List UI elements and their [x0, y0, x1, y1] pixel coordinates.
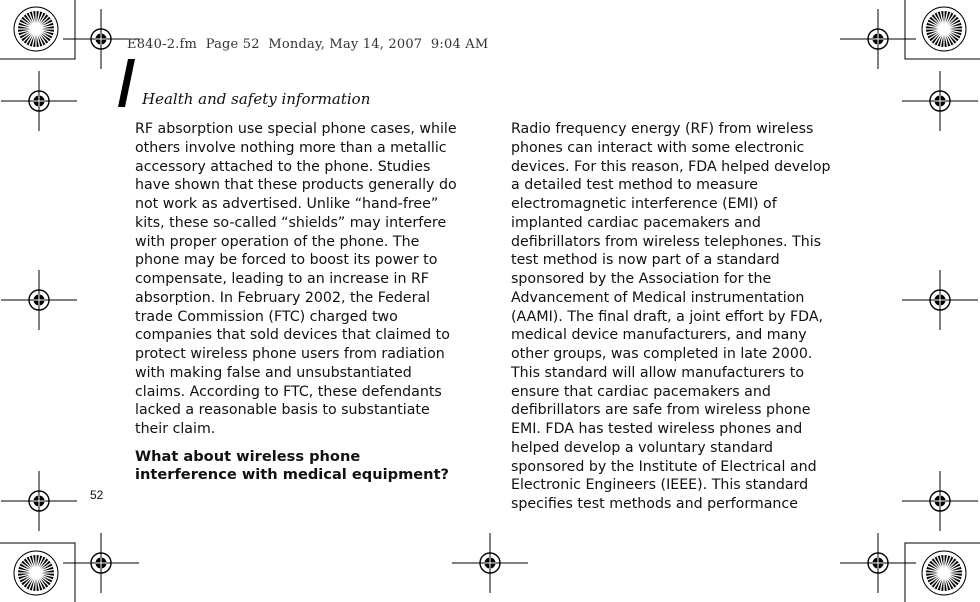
registration-mark-left-upper	[1, 71, 77, 131]
right-column	[511, 120, 856, 514]
registration-mark-left-lower	[1, 471, 77, 531]
corner-sunburst-top-left	[14, 7, 58, 51]
corner-sunburst-top-right	[922, 7, 966, 51]
left-column	[135, 120, 480, 485]
registration-mark-right-lower	[902, 471, 978, 531]
section-bar	[118, 59, 140, 107]
registration-mark-right-middle	[902, 270, 978, 330]
body-paragraph: RF absorption use special phone cases, while others involve nothing more than a metallic accessory attached to the phone. Studies have shown that these products generally do not work as advertised. Unlike “hand-free” kits, these so-called “shields” may interfere with proper operation of the phone. The phone may be forced to boost its power to compensate, leading to an increase in RF absorption. In February 2002, the Federal trade Commission (FTC) charged two companies that sold devices that claimed to protect wireless phone users from radiation with making false and unsubstantiated claims. According to FTC, these defendants lacked a reasonable basis to substantiate their claim.	[135, 121, 457, 437]
page-number: 52	[90, 488, 104, 502]
registration-mark-left-middle	[1, 270, 77, 330]
registration-mark-bottom-left	[63, 533, 139, 593]
corner-sunburst-bottom-right	[922, 551, 966, 595]
corner-sunburst-bottom-left	[14, 551, 58, 595]
subsection-heading: What about wireless phone interference with medical equipment?	[135, 447, 450, 484]
body-paragraph: Radio frequency energy (RF) from wireless phones can interact with some electronic devices. For this reason, FDA helped develop a detailed test method to measure electromagnetic interference (EMI) of implanted cardiac pacemakers and defibrillators from wireless telephones. This test method is now part of a standard sponsored by the Association for the Advancement of Medical instrumentation (AAMI). The final draft, a joint effort by FDA, medical device manufacturers, and many other groups, was completed in late 2000. This standard will allow manufacturers to ensure that cardiac pacemakers and defibrillators are safe from wireless phone EMI. FDA has tested wireless phones and helped develop a voluntary standard sponsored by the Institute of Electrical and Electronic Engineers (IEEE). This standard specifies test methods and performance	[511, 121, 831, 512]
registration-mark-bottom-center	[452, 533, 528, 593]
section-title: Health and safety information	[142, 90, 371, 108]
file-header: E840-2.fm Page 52 Monday, May 14, 2007 9:04 AM	[127, 37, 489, 52]
registration-mark-right-upper	[902, 71, 978, 131]
